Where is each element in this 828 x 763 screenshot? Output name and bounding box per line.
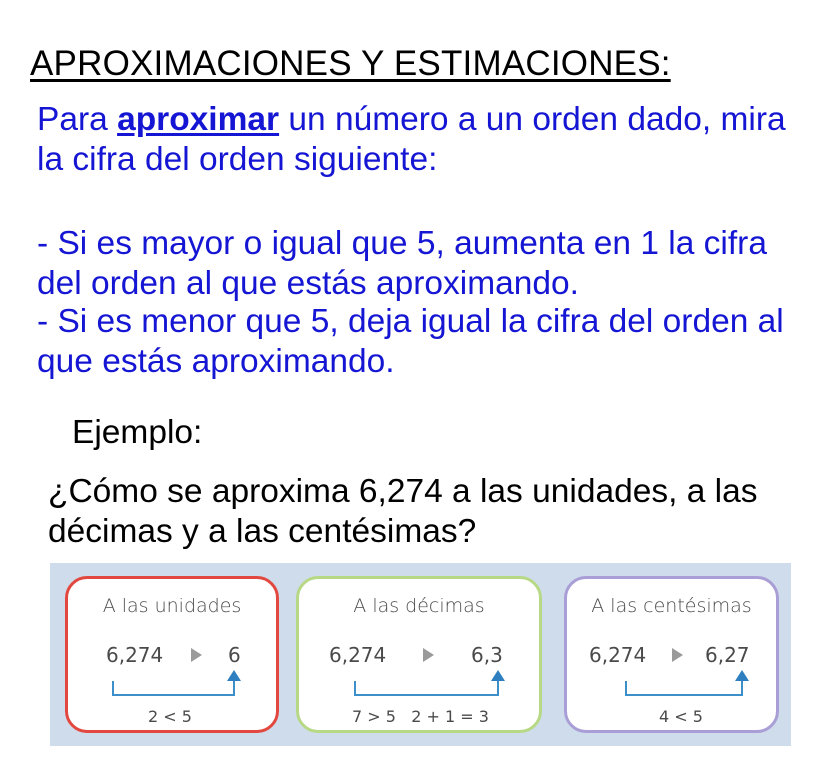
arrow-right-icon — [423, 648, 434, 662]
rule-intro-before: Para — [37, 101, 118, 138]
examples-panel — [50, 563, 791, 746]
example-label: Ejemplo: — [72, 414, 203, 451]
card-tenths — [296, 576, 542, 733]
card-title: A las centésimas — [591, 595, 752, 617]
original-number: 6,274 — [329, 643, 387, 667]
rule-less: - Si es menor que 5, deja igual la cifra del orden al que estás aproximando. — [37, 303, 784, 380]
rounded-number: 6,27 — [705, 643, 750, 667]
rule-greater-equal: - Si es mayor o igual que 5, aumenta en 1 la cifra del orden al que estás aproximando. — [37, 225, 767, 302]
rule-intro — [37, 100, 817, 180]
card-hundredths — [564, 576, 779, 733]
rule-keyword: aproximar — [117, 101, 280, 138]
rounded-number: 6,3 — [471, 643, 503, 667]
card-units — [65, 576, 279, 733]
card-title: A las décimas — [353, 595, 485, 617]
bracket-arrow-icon — [354, 681, 499, 696]
card-title: A las unidades — [102, 595, 242, 617]
bracket-arrow-icon — [625, 681, 743, 696]
comparison-note: 4 < 5 — [659, 707, 703, 726]
arrow-right-icon — [191, 648, 202, 662]
arrow-right-icon — [672, 648, 683, 662]
rule-intro-after: un número a un orden dado, mira la cifra del orden siguiente: — [37, 101, 786, 178]
example-question: ¿Cómo se aproxima 6,274 a las unidades, a las décimas y a las centésimas? — [48, 473, 758, 550]
original-number: 6,274 — [106, 643, 164, 667]
comparison-note: 2 < 5 — [148, 707, 192, 726]
rounded-number: 6 — [228, 643, 241, 667]
comparison-note: 7 > 5 2 + 1 = 3 — [352, 707, 489, 726]
page-title: APROXIMACIONES Y ESTIMACIONES: — [30, 44, 671, 83]
bracket-arrow-icon — [112, 681, 235, 696]
original-number: 6,274 — [589, 643, 647, 667]
